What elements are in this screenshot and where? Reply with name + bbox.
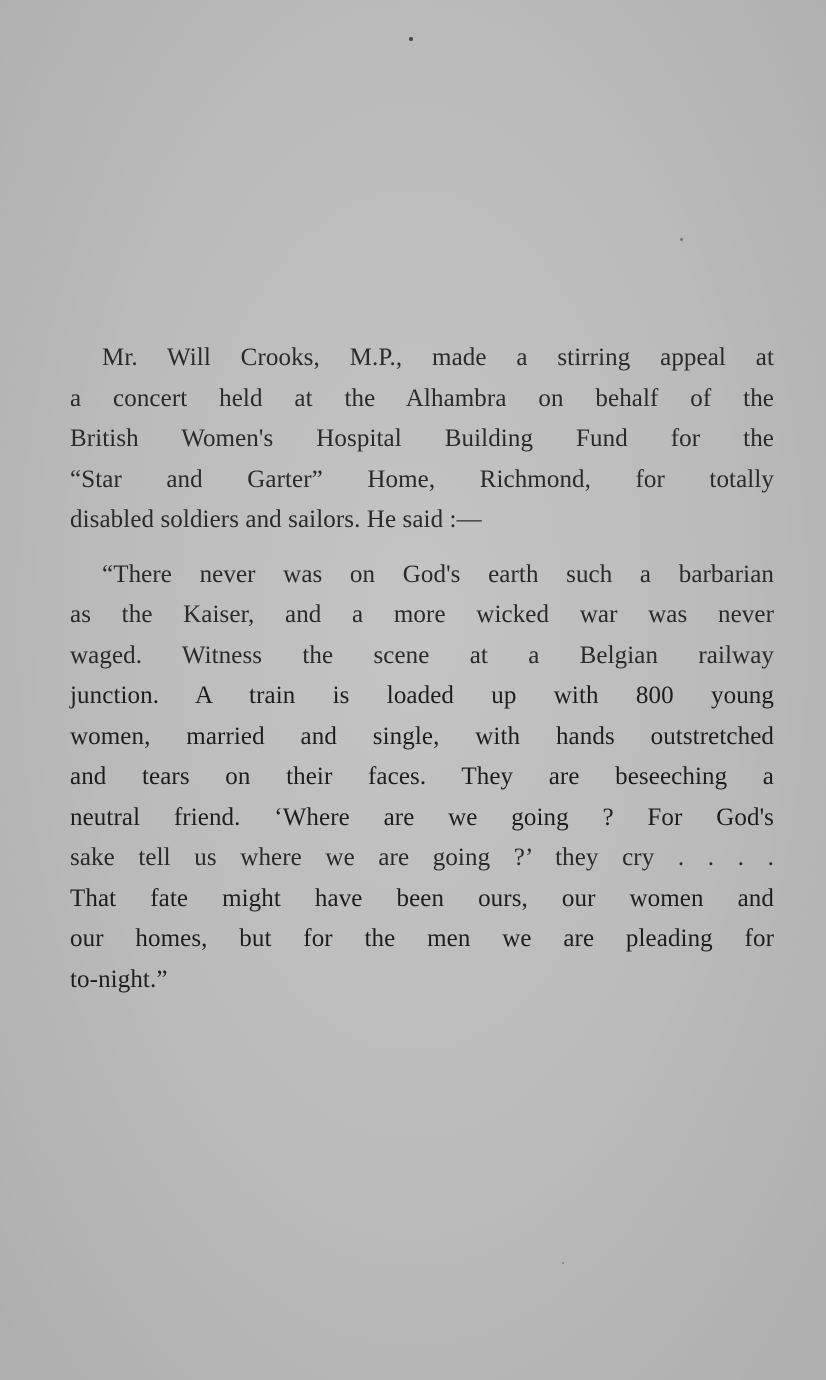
text-line: neutral friend. ‘Where are we going ? For God's [70, 803, 774, 831]
text-line: a concert held at the Alhambra on behalf of the [70, 384, 774, 412]
text-line: waged. Witness the scene at a Belgian railway [70, 641, 774, 669]
paper-speck [562, 1262, 564, 1264]
text-line: sake tell us where we are going ?’ they cry . . . . [70, 844, 774, 871]
text-line: British Women's Hospital Building Fund for the [70, 425, 774, 452]
text-line: “Star and Garter” Home, Richmond, for totally [70, 465, 774, 493]
text-line: Mr. Will Crooks, M.P., made a stirring appeal at [102, 344, 774, 371]
text-line: That fate might have been ours, our women and [70, 884, 774, 912]
paragraph-quote [70, 555, 774, 1001]
text-line: and tears on their faces. They are beseeching a [70, 763, 774, 790]
text-line: to-night.” [70, 965, 168, 993]
paper-speck [680, 238, 683, 241]
document-body [70, 338, 774, 1000]
paragraph-intro [70, 338, 774, 541]
text-line: women, married and single, with hands outstretched [70, 722, 774, 750]
text-line: junction. A train is loaded up with 800 young [70, 682, 774, 709]
text-line: our homes, but for the men we are pleading for [70, 925, 774, 952]
paper-speck [409, 37, 413, 41]
text-line: as the Kaiser, and a more wicked war was never [70, 601, 774, 628]
text-line: “There never was on God's earth such a barbarian [102, 560, 774, 588]
paragraph-gap [70, 541, 774, 555]
text-line: disabled soldiers and sailors. He said :— [70, 506, 482, 533]
